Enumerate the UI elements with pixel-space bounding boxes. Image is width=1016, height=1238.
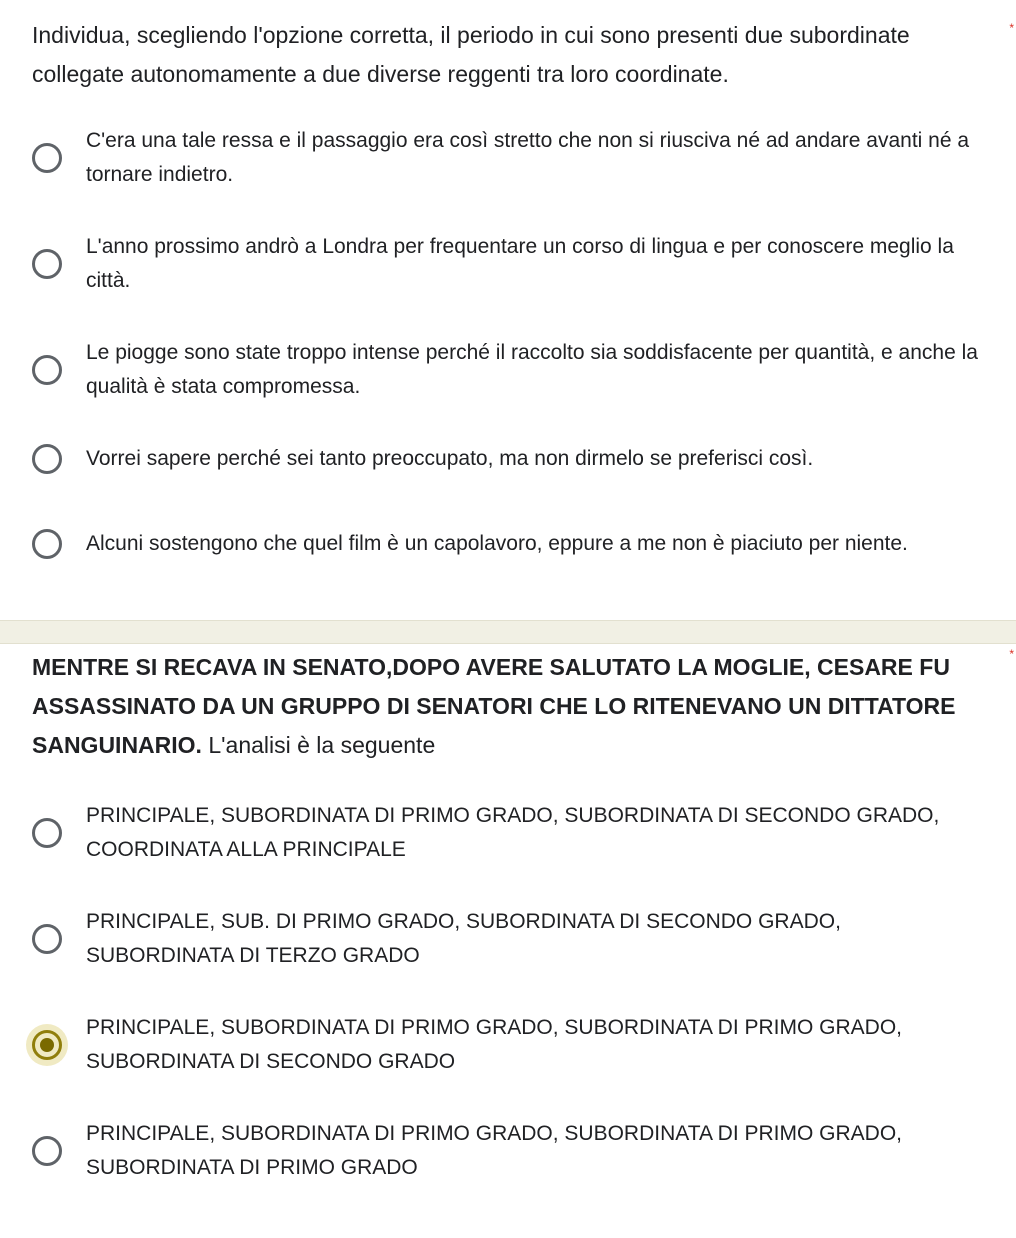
question-title-bold: MENTRE SI RECAVA IN SENATO,DOPO AVERE SALUTATO LA MOGLIE, CESARE FU ASSASSINATO DA UN GRUPPO DI SENATORI CHE LO RITENEVANO UN DITTATORE SANGUINARIO. <box>32 654 956 758</box>
radio-option[interactable] <box>32 905 982 973</box>
radio-button-checked[interactable] <box>32 1030 62 1060</box>
radio-group <box>32 799 982 1185</box>
radio-button[interactable] <box>32 1136 62 1166</box>
option-label[interactable]: PRINCIPALE, SUB. DI PRIMO GRADO, SUBORDINATA DI SECONDO GRADO, SUBORDINATA DI TERZO GRADO <box>86 910 841 967</box>
radio-button[interactable] <box>32 143 62 173</box>
radio-button[interactable] <box>32 355 62 385</box>
radio-button[interactable] <box>32 818 62 848</box>
option-label[interactable]: C'era una tale ressa e il passaggio era così stretto che non si riusciva né ad andare avanti né a tornare indietro. <box>86 129 970 186</box>
radio-group <box>32 124 982 574</box>
radio-option-selected[interactable] <box>32 1011 982 1079</box>
option-label[interactable]: PRINCIPALE, SUBORDINATA DI PRIMO GRADO, SUBORDINATA DI PRIMO GRADO, SUBORDINATA DI PRIMO GRADO <box>86 1122 902 1179</box>
radio-option[interactable] <box>32 124 982 192</box>
radio-option[interactable] <box>32 442 982 476</box>
option-label[interactable]: PRINCIPALE, SUBORDINATA DI PRIMO GRADO, SUBORDINATA DI SECONDO GRADO, COORDINATA ALLA PRINCIPALE <box>86 804 940 861</box>
radio-option[interactable] <box>32 1117 982 1185</box>
question-title: Individua, scegliendo l'opzione corretta, il periodo in cui sono presenti due subordinate collegate autonomamente a due diverse reggenti tra loro coordinate. <box>32 22 910 87</box>
radio-option[interactable] <box>32 230 982 298</box>
required-asterisk: * <box>1009 21 1014 35</box>
radio-option[interactable] <box>32 514 982 574</box>
radio-button[interactable] <box>32 444 62 474</box>
radio-button[interactable] <box>32 249 62 279</box>
question-card-1 <box>0 0 1016 604</box>
question-card-2 <box>0 604 1016 1185</box>
radio-option[interactable] <box>32 799 982 867</box>
required-asterisk: * <box>1009 647 1014 661</box>
radio-button[interactable] <box>32 924 62 954</box>
option-label[interactable]: L'anno prossimo andrò a Londra per frequentare un corso di lingua e per conoscere meglio la città. <box>86 235 954 292</box>
question-title <box>32 648 982 765</box>
option-label[interactable]: Alcuni sostengono che quel film è un capolavoro, eppure a me non è piaciuto per niente. <box>86 532 908 555</box>
option-label[interactable]: PRINCIPALE, SUBORDINATA DI PRIMO GRADO, SUBORDINATA DI PRIMO GRADO, SUBORDINATA DI SECONDO GRADO <box>86 1016 902 1073</box>
radio-button[interactable] <box>32 529 62 559</box>
option-label[interactable]: Vorrei sapere perché sei tanto preoccupato, ma non dirmelo se preferisci così. <box>86 447 814 470</box>
option-label[interactable]: Le piogge sono state troppo intense perché il raccolto sia soddisfacente per quantità, e anche la qualità è stata compromessa. <box>86 341 978 398</box>
question-title-rest: L'analisi è la seguente <box>208 732 436 758</box>
radio-option[interactable] <box>32 336 982 404</box>
